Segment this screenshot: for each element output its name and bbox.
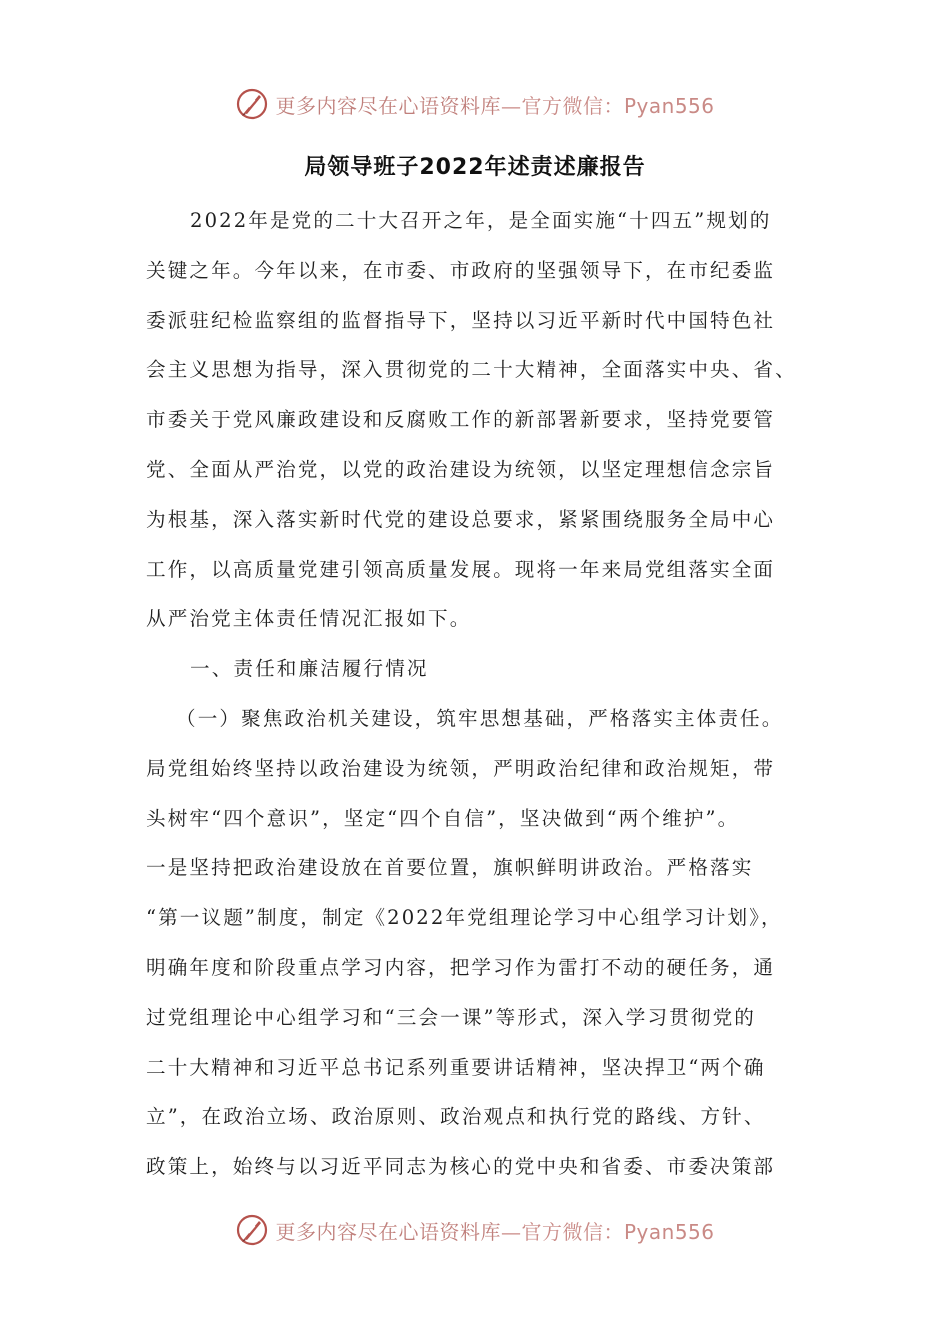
watermark-wechat-id: Pyan556 bbox=[623, 1219, 715, 1244]
paragraph-line: 局党组始终坚持以政治建设为统领，严明政治纪律和政治规矩，带 bbox=[146, 756, 776, 780]
quill-pen-logo-icon bbox=[235, 1213, 269, 1247]
document-body bbox=[146, 196, 806, 1192]
paragraph-line: 二十大精神和习近平总书记系列重要讲话精神，坚决捍卫“两个确 bbox=[146, 1055, 766, 1079]
watermark-dash: — bbox=[500, 1219, 522, 1244]
paragraph-line: 委派驻纪检监察组的监督指导下，坚持以习近平新时代中国特色社 bbox=[146, 308, 776, 332]
paragraph-line: 党、全面从严治党，以党的政治建设为统领，以坚定理想信念宗旨 bbox=[146, 457, 776, 481]
watermark-wechat-label: 官方微信： bbox=[521, 93, 624, 118]
paragraph-line: 明确年度和阶段重点学习内容，把学习作为雷打不动的硬任务，通 bbox=[146, 955, 776, 979]
watermark-wechat-label: 官方微信： bbox=[521, 1219, 624, 1244]
paragraph-line: 政策上，始终与以习近平同志为核心的党中央和省委、市委决策部 bbox=[146, 1155, 776, 1179]
paragraph-line: 会主义思想为指导，深入贯彻党的二十大精神，全面落实中央、省、 bbox=[146, 358, 797, 382]
watermark-text bbox=[275, 90, 714, 119]
quill-pen-logo-icon bbox=[235, 87, 269, 121]
watermark-banner-top bbox=[0, 84, 950, 124]
watermark-wechat-id: Pyan556 bbox=[623, 93, 715, 118]
paragraph-line: 头树牢“四个意识”，坚定“四个自信”，坚决做到“两个维护”。 bbox=[146, 806, 740, 830]
watermark-site-text: 更多内容尽在心语资料库 bbox=[275, 93, 501, 118]
watermark-text bbox=[275, 1216, 714, 1245]
watermark-site-text: 更多内容尽在心语资料库 bbox=[275, 1219, 501, 1244]
paragraph-line: 工作，以高质量党建引领高质量发展。现将一年来局党组落实全面 bbox=[146, 557, 776, 581]
paragraph-line: 从严治党主体责任情况汇报如下。 bbox=[146, 607, 472, 631]
paragraph-line: 2022年是党的二十大召开之年，是全面实施“十四五”规划的 bbox=[190, 209, 772, 232]
paragraph-line: 关键之年。今年以来，在市委、市政府的坚强领导下，在市纪委监 bbox=[146, 258, 776, 282]
section-heading: 一、责任和廉洁履行情况 bbox=[190, 657, 429, 681]
document-title: 局领导班子2022年述责述廉报告 bbox=[304, 155, 646, 180]
watermark-dash: — bbox=[500, 93, 522, 118]
watermark-banner-bottom bbox=[0, 1210, 950, 1250]
paragraph-line: 为根基，深入落实新时代党的建设总要求，紧紧围绕服务全局中心 bbox=[146, 507, 776, 531]
paragraph-line: “第一议题”制度，制定《2022年党组理论学习中心组学习计划》， bbox=[146, 906, 783, 930]
paragraph-line: 过党组理论中心组学习和“三会一课”等形式，深入学习贯彻党的 bbox=[146, 1005, 756, 1029]
paragraph-line: 立”，在政治立场、政治原则、政治观点和执行党的路线、方针、 bbox=[146, 1105, 766, 1129]
paragraph-line: 一是坚持把政治建设放在首要位置，旗帜鲜明讲政治。严格落实 bbox=[146, 856, 754, 880]
paragraph-line: 市委关于党风廉政建设和反腐败工作的新部署新要求，坚持党要管 bbox=[146, 408, 776, 432]
subsection-heading: （一）聚焦政治机关建设，筑牢思想基础，严格落实主体责任。 bbox=[176, 706, 784, 730]
